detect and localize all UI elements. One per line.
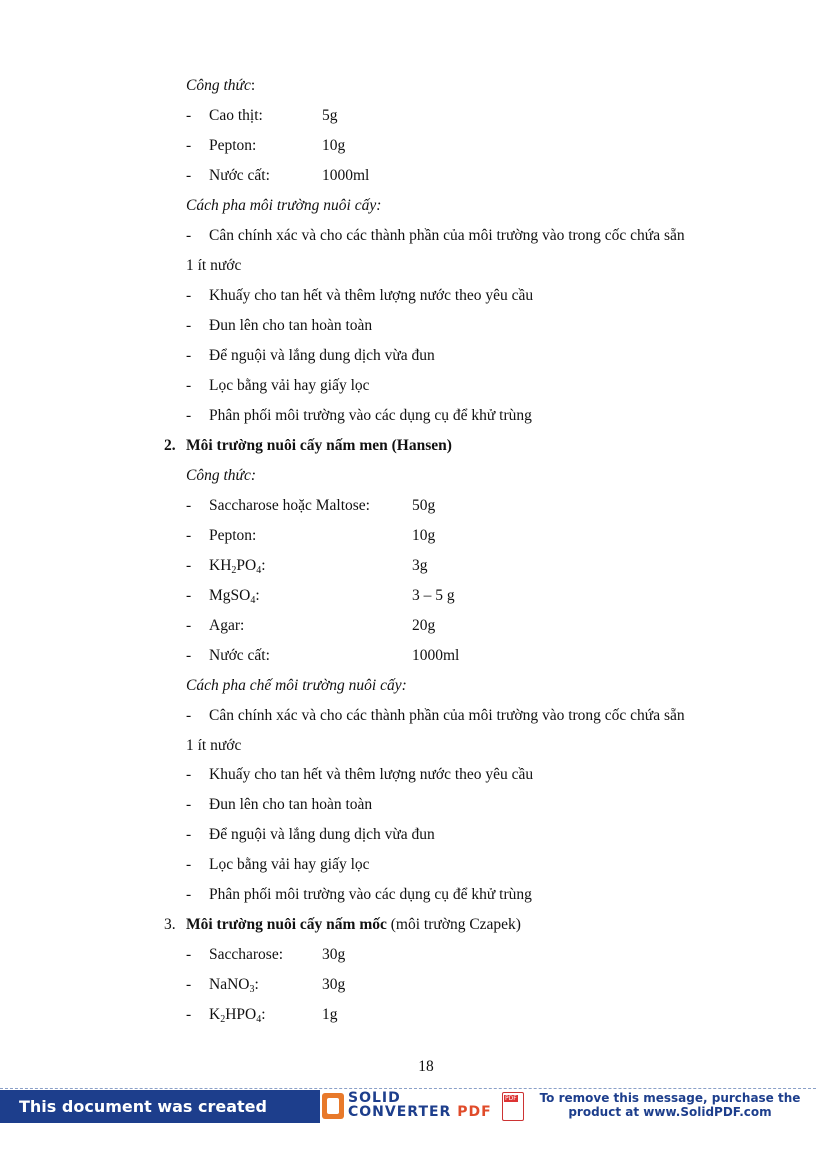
solid-logo-icon bbox=[322, 1093, 344, 1119]
step-continuation: 1 ít nước bbox=[186, 737, 242, 754]
formula-heading: Công thức: bbox=[186, 77, 256, 94]
formula-heading: Công thức: bbox=[186, 467, 257, 484]
method-heading: Cách pha môi trường nuôi cấy: bbox=[186, 197, 382, 214]
solid-converter-logo: SOLID CONVERTER PDF bbox=[348, 1090, 492, 1120]
converter-banner bbox=[0, 1088, 816, 1149]
method-heading: Cách pha chế môi trường nuôi cấy: bbox=[186, 677, 407, 694]
banner-purchase-note: To remove this message, purchase the product at www.SolidPDF.com bbox=[539, 1091, 801, 1119]
solidpdf-link[interactable]: www.SolidPDF.com bbox=[643, 1105, 772, 1119]
document-page: Công thức: - Cao thịt: 5g - Pepton: 10g - Nước cất: 1000ml Cách pha môi trường nuôi cấy: - Cân chính xác và cho các thành phần của môi trường vào trong cốc chứa sẵn 1 ít nước - Khuấy cho tan hết và thêm lượng nước theo yêu cầu - Đun lên cho tan hoàn toàn - Để nguội và lắng dung dịch vừa đun - Lọc bằng vải hay giấy lọc - Phân phối môi trường vào các dụng cụ để khử trùng 2. Môi trường nuôi cấy nấm men (Hansen) Công thức: - Saccharose hoặc Maltose: 50g - Pepton: 10g - $KH_2PO_4$: 3g - MgSO$_4$: 3 – 5 g - Agar: 20g - Nước cất: 1000ml Cách pha chế môi trường nuôi cấy: - Cân chính xác và cho các thành phần của môi trường vào trong cốc chứa sẵn 1 ít nước - Khuấy cho tan hết và thêm lượng nước theo yêu cầu - Đun lên cho tan hoàn toàn - Để nguội và lắng dung dịch vừa đun - Lọc bằng vải hay giấy lọc - Phân phối môi trường vào các dụng cụ để khử trùng 3. Môi trường nuôi cấy nấm mốc (môi trường Czapek) - Saccharose: 30g - NaNO$_3$: 30g - $K_2HPO_4$: 1g 18 This document was created using SOLID CONVERTER PDF PDF To remove this message, purchase the product at www.SolidPDF.com bbox=[0, 0, 816, 1123]
page-number: 18 bbox=[418, 1058, 434, 1075]
pdf-document-icon bbox=[502, 1092, 524, 1121]
step-continuation: 1 ít nước bbox=[186, 257, 242, 274]
banner-left-text: This document was created using bbox=[0, 1090, 320, 1123]
